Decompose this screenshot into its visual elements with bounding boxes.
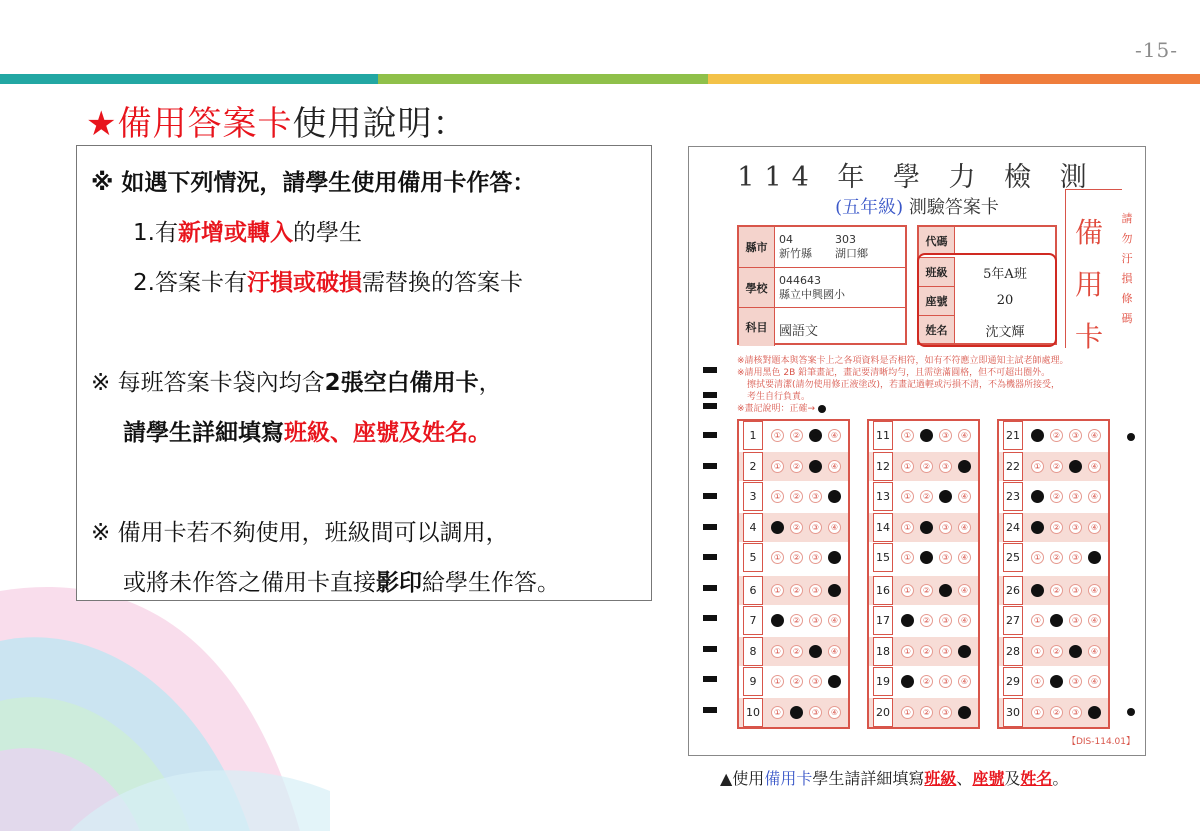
answer-row — [739, 452, 848, 481]
answer-bubble: ④ — [828, 614, 841, 627]
answer-row — [739, 576, 848, 605]
answer-bubble: ④ — [828, 460, 841, 473]
answer-bubble: ① — [771, 645, 784, 658]
answer-bubble: ④ — [828, 706, 841, 719]
alignment-dot — [1127, 433, 1135, 441]
question-number: 14 — [873, 513, 893, 542]
text: 的學生 — [292, 220, 362, 246]
filled-bubble: ① — [1031, 490, 1044, 503]
question-number: 17 — [873, 606, 893, 635]
band-segment — [378, 74, 708, 84]
answer-bubble: ① — [1031, 460, 1044, 473]
answer-row — [869, 637, 978, 666]
note-line: 考生自行負責。 — [747, 392, 811, 402]
band-segment — [0, 74, 378, 84]
answer-bubble: ② — [790, 490, 803, 503]
answer-row — [869, 576, 978, 605]
instruction-borrow: ※ 備用卡若不夠使用，班級間可以調用， — [91, 520, 509, 546]
text: 需替換的答案卡 — [361, 270, 523, 296]
answer-bubble: ③ — [1069, 429, 1082, 442]
text: ※ 每班答案卡袋內均含 — [91, 370, 325, 396]
answer-bubble: ① — [901, 584, 914, 597]
answer-bubble: ① — [901, 460, 914, 473]
question-number: 21 — [1003, 421, 1023, 450]
answer-bubble: ③ — [809, 614, 822, 627]
question-number: 29 — [1003, 667, 1023, 696]
timing-mark — [703, 493, 717, 499]
star-icon: ★ — [86, 104, 118, 144]
question-number: 30 — [1003, 698, 1023, 727]
school-code: 044643 — [779, 274, 821, 287]
answer-bubble: ② — [920, 490, 933, 503]
answer-bubble: ② — [1050, 706, 1063, 719]
code-label: 代碼 — [919, 227, 955, 255]
vertical-char: 勿 — [1121, 232, 1133, 245]
answer-bubble: ③ — [1069, 521, 1082, 534]
name-value: 沈文輝 — [985, 325, 1025, 340]
bold-text: 2張空白備用卡 — [324, 370, 479, 396]
filled-bubble: ③ — [939, 584, 952, 597]
answer-row — [739, 637, 848, 666]
filled-bubble: ② — [1050, 675, 1063, 688]
answer-row — [869, 482, 978, 511]
school-info-table — [737, 225, 907, 345]
answer-bubble: ② — [790, 521, 803, 534]
answer-bubble: ③ — [939, 429, 952, 442]
answer-bubble: ③ — [939, 645, 952, 658]
answer-bubble: ② — [1050, 584, 1063, 597]
subject-label: 科目 — [739, 308, 775, 346]
student-info-table — [917, 225, 1057, 345]
answer-row — [869, 513, 978, 542]
filled-bubble: ④ — [958, 645, 971, 658]
answer-bubble: ③ — [939, 551, 952, 564]
answer-bubble: ③ — [809, 551, 822, 564]
filled-bubble: ② — [790, 706, 803, 719]
underlined-text: 座號 — [972, 769, 1005, 788]
text: 、 — [956, 769, 973, 788]
instruction-item-1 — [133, 214, 362, 247]
answer-column — [997, 419, 1110, 729]
answer-bubble: ③ — [809, 675, 822, 688]
answer-bubble: ① — [1031, 675, 1044, 688]
question-number: 19 — [873, 667, 893, 696]
answer-bubble: ③ — [809, 706, 822, 719]
class-value: 5年A班 — [983, 267, 1027, 282]
text: 學生請詳細填寫 — [812, 769, 925, 788]
instruction-copy — [123, 564, 560, 597]
timing-mark — [703, 615, 717, 621]
filled-bubble: ② — [920, 429, 933, 442]
vertical-char: 卡 — [1074, 320, 1103, 353]
answer-bubble: ② — [920, 706, 933, 719]
answer-row — [999, 637, 1108, 666]
answer-bubble: ② — [790, 675, 803, 688]
county-code: 04 — [779, 233, 793, 246]
filled-bubble: ③ — [809, 460, 822, 473]
answer-bubble: ④ — [1088, 614, 1101, 627]
answer-bubble: ④ — [958, 675, 971, 688]
answer-row — [999, 482, 1108, 511]
answer-row — [999, 543, 1108, 572]
question-number: 1 — [743, 421, 763, 450]
filled-bubble: ④ — [828, 584, 841, 597]
school-name: 縣立中興國小 — [779, 288, 845, 301]
question-number: 28 — [1003, 637, 1023, 666]
timing-mark — [703, 463, 717, 469]
answer-bubble: ① — [771, 706, 784, 719]
answer-bubble: ② — [920, 460, 933, 473]
instruction-blank-cards — [91, 364, 502, 397]
answer-bubble: ④ — [828, 645, 841, 658]
town-name: 湖口鄉 — [835, 247, 868, 260]
question-number: 18 — [873, 637, 893, 666]
filled-bubble: ④ — [828, 551, 841, 564]
answer-bubble: ④ — [828, 429, 841, 442]
figure-caption — [720, 766, 1068, 789]
school-label: 學校 — [739, 268, 775, 308]
question-number: 20 — [873, 698, 893, 727]
filled-bubble: ③ — [1069, 645, 1082, 658]
question-number: 16 — [873, 576, 893, 605]
answer-bubble: ② — [920, 645, 933, 658]
answer-bubble: ② — [1050, 429, 1063, 442]
answer-bubble: ③ — [1069, 584, 1082, 597]
answer-row — [739, 482, 848, 511]
text: 給學生作答。 — [422, 570, 560, 596]
question-number: 2 — [743, 452, 763, 481]
filled-bubble: ④ — [1088, 706, 1101, 719]
answer-row — [739, 698, 848, 727]
school-row — [739, 267, 905, 308]
answer-row — [739, 543, 848, 572]
question-number: 8 — [743, 637, 763, 666]
band-segment — [980, 74, 1200, 84]
text: 1.有 — [133, 220, 178, 246]
question-number: 7 — [743, 606, 763, 635]
question-number: 10 — [743, 698, 763, 727]
grade-label: (五年級) — [835, 197, 904, 218]
answer-bubble: ① — [1031, 614, 1044, 627]
vertical-char: 碼 — [1121, 312, 1133, 325]
timing-mark — [703, 403, 717, 409]
answer-row — [999, 667, 1108, 696]
question-number: 15 — [873, 543, 893, 572]
instruction-item-2 — [133, 264, 523, 297]
text: 。 — [1052, 769, 1069, 788]
filled-bubble: ① — [771, 614, 784, 627]
seat-value: 20 — [996, 293, 1014, 308]
answer-bubble: ② — [1050, 460, 1063, 473]
instruction-fill-in — [123, 414, 491, 447]
highlight-text: 汙損或破損 — [246, 270, 362, 296]
answer-bubble: ③ — [1069, 490, 1082, 503]
vertical-char: 備 — [1074, 216, 1103, 249]
filled-bubble: ① — [901, 614, 914, 627]
answer-row — [869, 667, 978, 696]
alignment-dot — [1127, 708, 1135, 716]
underlined-text: 姓名 — [1020, 769, 1053, 788]
answer-bubble: ① — [771, 429, 784, 442]
question-number: 22 — [1003, 452, 1023, 481]
answer-row — [999, 513, 1108, 542]
spare-card-label — [1069, 207, 1109, 363]
filled-bubble: ④ — [828, 490, 841, 503]
answer-column — [737, 419, 850, 729]
answer-row — [869, 452, 978, 481]
answer-bubble: ③ — [1069, 706, 1082, 719]
page-title — [86, 96, 467, 145]
answer-bubble: ① — [771, 675, 784, 688]
answer-bubble: ④ — [828, 521, 841, 534]
vertical-char: 用 — [1074, 268, 1103, 301]
card-notes — [737, 355, 1137, 415]
answer-bubble: ③ — [939, 706, 952, 719]
text: 請學生詳細填寫 — [123, 420, 284, 446]
note-line: 擦拭要清潔(請勿使用修正液塗改)，若畫記過輕或污損不清，不為機器所接受， — [747, 380, 1061, 390]
vertical-char: 請 — [1121, 212, 1133, 225]
answer-column — [867, 419, 980, 729]
county-row — [739, 227, 905, 267]
text: 2.答案卡有 — [133, 270, 247, 296]
answer-row — [869, 421, 978, 450]
timing-mark — [703, 554, 717, 560]
answer-bubble: ② — [790, 614, 803, 627]
class-label: 班級 — [919, 257, 955, 286]
filled-bubble: ① — [1031, 584, 1044, 597]
bold-text: 影印 — [376, 570, 422, 596]
vertical-char: 損 — [1121, 272, 1133, 285]
answer-bubble: ② — [790, 645, 803, 658]
timing-mark — [703, 585, 717, 591]
card-title: 114 年 學 力 檢 測 — [737, 162, 1097, 193]
filled-bubble: ① — [901, 675, 914, 688]
answer-bubble: ② — [920, 675, 933, 688]
answer-bubble: ③ — [939, 614, 952, 627]
answer-bubble: ① — [901, 521, 914, 534]
filled-bubble: ③ — [809, 645, 822, 658]
question-number: 27 — [1003, 606, 1023, 635]
vertical-char: 條 — [1121, 292, 1133, 305]
county-label: 縣市 — [739, 227, 775, 267]
answer-bubble: ④ — [958, 551, 971, 564]
filled-bubble: ① — [1031, 521, 1044, 534]
question-number: 25 — [1003, 543, 1023, 572]
timing-mark — [703, 646, 717, 652]
answer-bubble: ③ — [939, 675, 952, 688]
question-number: 5 — [743, 543, 763, 572]
name-label: 姓名 — [919, 315, 955, 343]
answer-card-image — [688, 146, 1146, 756]
answer-bubble: ① — [771, 490, 784, 503]
color-band — [0, 74, 1200, 84]
text: ， — [478, 370, 502, 396]
answer-row — [739, 667, 848, 696]
filled-bubble: ④ — [1088, 551, 1101, 564]
answer-row — [739, 606, 848, 635]
page-number: -15- — [1135, 38, 1178, 62]
note-line: ※畫記說明：正確→ — [737, 403, 1137, 415]
timing-mark — [703, 707, 717, 713]
timing-mark — [703, 524, 717, 530]
answer-row — [999, 452, 1108, 481]
band-segment — [708, 74, 980, 84]
answer-bubble: ① — [901, 645, 914, 658]
question-number: 3 — [743, 482, 763, 511]
answer-bubble: ② — [790, 584, 803, 597]
filled-bubble: ③ — [809, 429, 822, 442]
filled-bubble: ④ — [828, 675, 841, 688]
answer-row — [999, 698, 1108, 727]
timing-mark — [703, 392, 717, 398]
timing-mark — [703, 367, 717, 373]
example-filled-bubble — [818, 405, 826, 413]
note-line: ※請核對題本與答案卡上之各項資料是否相符，如有不符應立即通知主試老師處理。 — [737, 356, 1069, 366]
answer-bubble: ① — [901, 551, 914, 564]
answer-row — [999, 576, 1108, 605]
title-highlight: 備用答案卡 — [117, 104, 293, 144]
answer-bubble: ④ — [1088, 584, 1101, 597]
answer-bubble: ③ — [939, 521, 952, 534]
question-number: 4 — [743, 513, 763, 542]
seat-label: 座號 — [919, 286, 955, 315]
answer-bubble: ② — [1050, 490, 1063, 503]
answer-bubble: ② — [790, 551, 803, 564]
answer-bubble: ④ — [1088, 429, 1101, 442]
answer-bubble: ② — [1050, 645, 1063, 658]
answer-bubble: ④ — [1088, 460, 1101, 473]
answer-bubble: ③ — [809, 584, 822, 597]
answer-bubble: ② — [790, 460, 803, 473]
answer-row — [869, 698, 978, 727]
answer-bubble: ① — [771, 551, 784, 564]
text: ▲使用 — [720, 769, 765, 788]
answer-bubble: ② — [920, 584, 933, 597]
answer-bubble: ① — [771, 460, 784, 473]
filled-bubble: ② — [1050, 614, 1063, 627]
title-rest: 使用說明： — [292, 104, 468, 144]
filled-bubble: ④ — [958, 706, 971, 719]
filled-bubble: ② — [920, 551, 933, 564]
filled-bubble: ④ — [958, 460, 971, 473]
filled-bubble: ① — [771, 521, 784, 534]
question-number: 23 — [1003, 482, 1023, 511]
highlight-text: 班級、座號及姓名。 — [284, 420, 491, 446]
answer-bubble: ② — [1050, 551, 1063, 564]
subject-value: 國語文 — [779, 324, 819, 339]
answer-bubble: ① — [901, 490, 914, 503]
answer-bubble: ④ — [958, 429, 971, 442]
barcode-note — [1119, 209, 1135, 329]
instructions-box — [76, 145, 652, 601]
filled-bubble: ③ — [1069, 460, 1082, 473]
underlined-text: 班級 — [924, 769, 957, 788]
answer-bubble: ④ — [958, 521, 971, 534]
answer-bubble: ③ — [1069, 551, 1082, 564]
answer-bubble: ① — [1031, 645, 1044, 658]
question-number: 13 — [873, 482, 893, 511]
answer-row — [869, 606, 978, 635]
highlight-text: 備用卡 — [764, 769, 813, 788]
answer-bubble: ③ — [809, 490, 822, 503]
answer-row — [739, 421, 848, 450]
filled-bubble: ① — [1031, 429, 1044, 442]
answer-bubble: ④ — [958, 490, 971, 503]
highlight-outline — [917, 253, 1057, 347]
answer-bubble: ④ — [958, 614, 971, 627]
question-number: 26 — [1003, 576, 1023, 605]
question-number: 24 — [1003, 513, 1023, 542]
answer-bubble: ① — [901, 429, 914, 442]
vertical-char: 汙 — [1121, 252, 1133, 265]
timing-mark — [703, 432, 717, 438]
answer-bubble: ③ — [1069, 614, 1082, 627]
answer-bubble: ① — [901, 706, 914, 719]
question-number: 11 — [873, 421, 893, 450]
text: 或將未作答之備用卡直接 — [123, 570, 376, 596]
instruction-heading: ※ 如遇下列情況，請學生使用備用卡作答： — [91, 170, 536, 196]
answer-row — [869, 543, 978, 572]
highlight-text: 新增或轉入 — [177, 220, 293, 246]
answer-bubble: ④ — [958, 584, 971, 597]
answer-row — [999, 606, 1108, 635]
answer-bubble: ② — [1050, 521, 1063, 534]
card-code: 【DIS-114.01】 — [1066, 737, 1135, 747]
town-code: 303 — [835, 233, 856, 246]
question-number: 9 — [743, 667, 763, 696]
answer-bubble: ③ — [809, 521, 822, 534]
answer-bubble: ① — [1031, 551, 1044, 564]
answer-row — [739, 513, 848, 542]
subject-row — [739, 307, 905, 346]
answer-bubble: ③ — [1069, 675, 1082, 688]
answer-bubble: ④ — [1088, 521, 1101, 534]
subtitle-text: 測驗答案卡 — [908, 197, 999, 218]
answer-bubble: ④ — [1088, 645, 1101, 658]
answer-row — [999, 421, 1108, 450]
answer-bubble: ① — [771, 584, 784, 597]
question-number: 12 — [873, 452, 893, 481]
answer-bubble: ② — [790, 429, 803, 442]
question-number: 6 — [743, 576, 763, 605]
answer-bubble: ① — [1031, 706, 1044, 719]
note-line: ※請用黑色 2B 鉛筆畫記，畫記要清晰均勻，且需塗滿圓格，但不可超出圈外。 — [737, 368, 1051, 378]
answer-bubble: ② — [920, 614, 933, 627]
text: 及 — [1004, 769, 1021, 788]
answer-bubble: ④ — [1088, 675, 1101, 688]
answer-bubble: ④ — [1088, 490, 1101, 503]
filled-bubble: ③ — [939, 490, 952, 503]
timing-mark — [703, 676, 717, 682]
filled-bubble: ② — [920, 521, 933, 534]
county-name: 新竹縣 — [779, 247, 812, 260]
answer-bubble: ③ — [939, 460, 952, 473]
